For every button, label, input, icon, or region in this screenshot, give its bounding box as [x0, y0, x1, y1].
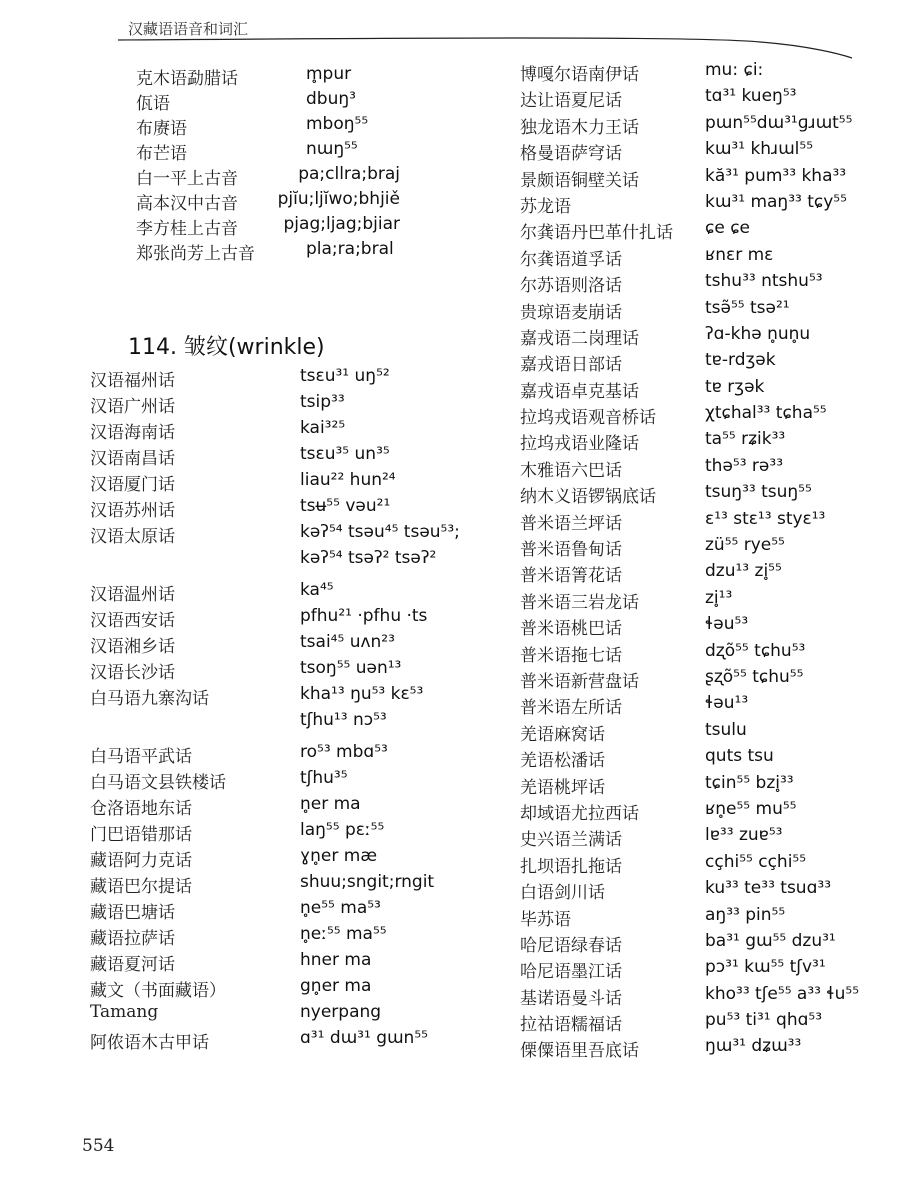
- entry-row: [520, 561, 890, 587]
- language-name: 汉语长沙话: [90, 663, 175, 683]
- language-name: 汉语海南话: [90, 423, 175, 443]
- language-name: 李方桂上古音: [136, 219, 238, 239]
- word-form: cçhi⁵⁵ cçhi⁵⁵: [705, 851, 807, 872]
- word-form: tsulu: [705, 719, 747, 740]
- language-name: 仓洛语地东话: [90, 799, 192, 819]
- word-form: kho³³ tʃe⁵⁵ a³³ ɬu⁵⁵: [705, 983, 860, 1004]
- word-form: pɔ³¹ kɯ⁵⁵ tʃv³¹: [705, 957, 826, 978]
- language-name: 郑张尚芳上古音: [136, 244, 255, 264]
- entry-row: [520, 456, 890, 482]
- word-form: kai³²⁵: [300, 418, 346, 438]
- language-name: 藏语阿力克话: [90, 851, 192, 871]
- entry-row: [90, 496, 490, 522]
- word-form: tʃhu³⁵: [300, 768, 348, 788]
- word-form: ka⁴⁵: [300, 580, 334, 600]
- language-name: 门巴语错那话: [90, 825, 192, 845]
- word-form: shuu;sngit;rngit: [300, 872, 435, 892]
- language-name: 高本汉中古音: [136, 194, 238, 214]
- word-form: ɬəu⁵³: [705, 614, 749, 635]
- running-header: 汉藏语语音和词汇: [128, 20, 249, 38]
- word-form: ʔɑ-khə n̥un̥u: [705, 323, 811, 344]
- word-form: zü⁵⁵ rye⁵⁵: [705, 535, 785, 556]
- word-form: tɐ-rdʒək: [705, 350, 776, 371]
- language-name: 普米语箐花话: [520, 566, 622, 587]
- language-name: 汉语苏州话: [90, 501, 175, 521]
- language-name: 佤语: [136, 94, 170, 114]
- entry-row: [520, 403, 890, 429]
- word-form: kəʔ⁵⁴ tsəʔ² tsəʔ²: [300, 548, 437, 568]
- entry-row: [90, 366, 490, 392]
- word-form: tɑ³¹ kueŋ⁵³: [705, 86, 797, 107]
- language-name: 独龙语木力王话: [520, 117, 639, 138]
- language-name: 白马语文县铁楼话: [90, 773, 226, 793]
- language-name: 汉语厦门话: [90, 475, 175, 495]
- entry-row: [520, 298, 890, 324]
- language-name: 克木语勐腊话: [136, 69, 238, 89]
- word-form: kha¹³ ŋu⁵³ kɛ⁵³: [300, 684, 424, 704]
- entry-row: [90, 548, 490, 574]
- entry-row: [520, 773, 890, 799]
- entry-row: [90, 1002, 490, 1028]
- entry-row: [90, 710, 490, 736]
- word-form: ta⁵⁵ rʑik³³: [705, 429, 786, 450]
- language-name: 白一平上古音: [136, 169, 238, 189]
- entry-row: [90, 418, 490, 444]
- language-name: 扎坝语扎拖话: [520, 856, 622, 877]
- entry-row: [520, 746, 890, 772]
- language-name: 嘉戎语卓克基话: [520, 381, 639, 402]
- word-form: tsɛu³⁵ un³⁵: [300, 444, 390, 464]
- language-name: 格曼语萨穹话: [520, 144, 622, 165]
- entry-row: [520, 377, 890, 403]
- language-name: 普米语鲁甸话: [520, 540, 622, 561]
- word-form: tsʉ⁵⁵ vəu²¹: [300, 496, 391, 516]
- entry-row: [520, 535, 890, 561]
- language-name: 嘉戎语二岗理话: [520, 328, 639, 349]
- language-name: 木雅语六巴话: [520, 460, 622, 481]
- language-name: 普米语三岩龙话: [520, 592, 639, 613]
- word-form: n̥eː⁵⁵ ma⁵⁵: [300, 924, 387, 944]
- word-form: aŋ³³ pin⁵⁵: [705, 904, 786, 925]
- entry-row: [520, 429, 890, 455]
- word-form: n̥e⁵⁵ ma⁵³: [300, 898, 381, 918]
- word-form: n̥er ma: [300, 794, 361, 814]
- language-name: 藏语巴塘话: [90, 903, 175, 923]
- entry-row: [520, 271, 890, 297]
- entry-row: [520, 720, 890, 746]
- language-name: 汉语福州话: [90, 371, 175, 391]
- word-form: tsip³³: [300, 392, 345, 412]
- entry-row: [520, 139, 890, 165]
- word-form: gn̥er ma: [300, 976, 372, 996]
- word-form: ʁn̥e⁵⁵ mu⁵⁵: [705, 798, 797, 819]
- language-name: 普米语兰坪话: [520, 513, 622, 534]
- entry-row: [90, 1028, 490, 1054]
- word-form: nɯŋ⁵⁵: [306, 139, 358, 159]
- word-form: laŋ⁵⁵ pɛː⁵⁵: [300, 820, 385, 840]
- word-form: pjag;ljag;bjiar: [283, 214, 400, 234]
- word-form: tɕin⁵⁵ bzi̥³³: [705, 772, 794, 793]
- word-form: tsə̃⁵⁵ tsə²¹: [705, 297, 790, 318]
- word-form: ɣn̥er mæ: [300, 846, 378, 866]
- language-name: 傈僳语里吾底话: [520, 1041, 639, 1062]
- entry-row: [90, 606, 490, 632]
- language-name: 羌语麻窝话: [520, 724, 605, 745]
- language-name: 普米语新营盘话: [520, 671, 639, 692]
- entry-row: [520, 192, 890, 218]
- word-form: χtɕhal³³ tɕha⁵⁵: [705, 403, 827, 424]
- top-entry-list: [100, 64, 400, 264]
- word-form: ɬəu¹³: [705, 693, 749, 714]
- entry-row: [520, 218, 890, 244]
- word-form: pɯn⁵⁵dɯ³¹ɡɹɯt⁵⁵: [705, 112, 853, 133]
- word-form: m̥pur: [306, 64, 352, 84]
- language-name: 博嘎尔语南伊话: [520, 65, 639, 85]
- language-name: 尔龚语道孚话: [520, 249, 622, 270]
- entry-row: [90, 444, 490, 470]
- word-form: tshu³³ ntshu⁵³: [705, 271, 823, 292]
- word-form: mboŋ⁵⁵: [306, 114, 369, 134]
- entry-row: [90, 976, 490, 1002]
- entry-row: [520, 825, 890, 851]
- entry-row: [100, 214, 400, 239]
- language-name: 却域语尤拉西话: [520, 803, 639, 824]
- entry-row: [100, 239, 400, 264]
- word-form: ʁnɛr mɛ: [705, 244, 774, 265]
- language-name: 尔苏语则洛话: [520, 276, 622, 297]
- entry-row: [520, 1036, 890, 1062]
- entry-row: [90, 820, 490, 846]
- page-number: 554: [82, 1136, 115, 1156]
- word-form: ɕe ɕe: [705, 218, 751, 239]
- entry-row: [520, 1010, 890, 1036]
- word-form: pa;cllra;braj: [298, 164, 400, 184]
- language-name: 普米语桃巴话: [520, 619, 622, 640]
- entry-row: [90, 658, 490, 684]
- left-entry-list: [90, 366, 490, 1054]
- language-name: 达让语夏尼话: [520, 91, 622, 112]
- language-name: 拉坞戎语业隆话: [520, 434, 639, 455]
- entry-row: [90, 632, 490, 658]
- entry-row: [520, 799, 890, 825]
- entry-row: [520, 509, 890, 535]
- word-form: tsai⁴⁵ uʌn²³: [300, 632, 395, 652]
- word-form: dʐõ⁵⁵ tɕhu⁵³: [705, 640, 806, 661]
- word-form: pfhu²¹ ·pfhu ·ts: [300, 606, 428, 626]
- entry-row: [520, 482, 890, 508]
- word-form: pu⁵³ ti³¹ qhɑ⁵³: [705, 1010, 823, 1031]
- language-name: 拉坞戎语观音桥话: [520, 408, 656, 429]
- language-name: Tamang: [90, 1002, 159, 1022]
- entry-row: [90, 684, 490, 710]
- entry-row: [90, 950, 490, 976]
- entry-row: [100, 114, 400, 139]
- language-name: 藏语巴尔提话: [90, 877, 192, 897]
- word-form: kɯ³¹ khɹɯl⁵⁵: [705, 139, 814, 160]
- entry-row: [520, 878, 890, 904]
- language-name: 毕苏语: [520, 909, 571, 930]
- language-name: 汉语湘乡话: [90, 637, 175, 657]
- entry-row: [90, 522, 490, 548]
- language-name: 普米语拖七话: [520, 645, 622, 666]
- entry-row: [520, 166, 890, 192]
- entry-row: [100, 139, 400, 164]
- word-form: quts tsu: [705, 746, 774, 767]
- language-name: 史兴语兰满话: [520, 830, 622, 851]
- entry-row: [520, 588, 890, 614]
- word-form: ba³¹ gɯ⁵⁵ dzu³¹: [705, 930, 836, 951]
- entry-row: [520, 905, 890, 931]
- entry-row: [520, 852, 890, 878]
- language-name: 嘉戎语日部话: [520, 355, 622, 376]
- entry-row: [520, 931, 890, 957]
- language-name: 哈尼语墨江话: [520, 962, 622, 983]
- language-name: 汉语南昌话: [90, 449, 175, 469]
- entry-row: [520, 350, 890, 376]
- word-form: pjĭu;ljĭwo;bhjiě: [277, 189, 400, 209]
- language-name: 藏语夏河话: [90, 955, 175, 975]
- language-name: 汉语太原话: [90, 527, 175, 547]
- entry-row: [100, 89, 400, 114]
- word-form: ŋɯ³¹ dʑɯ³³: [705, 1036, 802, 1057]
- entry-row: [90, 470, 490, 496]
- word-form: nyerpang: [300, 1002, 382, 1022]
- language-name: 哈尼语绿春话: [520, 935, 622, 956]
- entry-row: [520, 693, 890, 719]
- word-form: tsɛu³¹ uŋ⁵²: [300, 366, 390, 386]
- entry-row: [520, 113, 890, 139]
- language-name: 汉语广州话: [90, 397, 175, 417]
- word-form: ku³³ te³³ tsuɑ³³: [705, 878, 832, 899]
- entry-row: [520, 324, 890, 350]
- language-name: 汉语西安话: [90, 611, 175, 631]
- word-form: ɛ¹³ stɛ¹³ styɛ¹³: [705, 508, 826, 529]
- word-form: tʃhu¹³ nɔ⁵³: [300, 710, 387, 730]
- entry-row: [520, 667, 890, 693]
- language-name: 贵琼语麦崩话: [520, 302, 622, 323]
- entry-row: [100, 64, 400, 89]
- entry-row: [90, 898, 490, 924]
- entry-row: [520, 60, 890, 86]
- entry-row: [90, 846, 490, 872]
- word-form: ro⁵³ mbɑ⁵³: [300, 742, 388, 762]
- language-name: 尔龚语丹巴革什扎话: [520, 223, 673, 244]
- language-name: 苏龙语: [520, 196, 571, 217]
- word-form: dzu¹³ zi̥⁵⁵: [705, 561, 782, 582]
- entry-row: [520, 86, 890, 112]
- language-name: 白马语九寨沟话: [90, 689, 209, 709]
- word-form: tsoŋ⁵⁵ uən¹³: [300, 658, 402, 678]
- entry-row: [90, 794, 490, 820]
- language-name: 纳木义语锣锅底话: [520, 487, 656, 508]
- language-name: 羌语桃坪话: [520, 777, 605, 798]
- entry-row: [100, 189, 400, 214]
- entry-row: [520, 641, 890, 667]
- word-form: lɐ³³ zuɐ⁵³: [705, 825, 783, 846]
- entry-row: [520, 245, 890, 271]
- language-name: 藏语拉萨话: [90, 929, 175, 949]
- word-form: zi̥¹³: [705, 587, 733, 608]
- word-form: mu: ɕi:: [705, 60, 764, 80]
- word-form: kɯ³¹ maŋ³³ tɕy⁵⁵: [705, 191, 847, 212]
- word-form: liau²² hun²⁴: [300, 470, 396, 490]
- language-name: 白语剑川话: [520, 883, 605, 904]
- language-name: 景颇语铜壁关话: [520, 170, 639, 191]
- section-title: 114. 皱纹(wrinkle): [128, 335, 325, 360]
- entry-row: [520, 614, 890, 640]
- entry-row: [90, 580, 490, 606]
- right-entry-list: [520, 60, 890, 1063]
- entry-row: [90, 392, 490, 418]
- language-name: 拉祜语糯福话: [520, 1015, 622, 1036]
- entry-row: [100, 164, 400, 189]
- entry-row: [520, 984, 890, 1010]
- language-name: 藏文（书面藏语）: [90, 981, 226, 1001]
- entry-row: [90, 872, 490, 898]
- entry-row: [90, 742, 490, 768]
- language-name: 羌语松潘话: [520, 751, 605, 772]
- word-form: hner ma: [300, 950, 372, 970]
- language-name: 布芒语: [136, 144, 187, 164]
- word-form: kəʔ⁵⁴ tsəu⁴⁵ tsəu⁵³;: [300, 522, 460, 542]
- language-name: 普米语左所话: [520, 698, 622, 719]
- word-form: tsuŋ³³ tsuŋ⁵⁵: [705, 482, 812, 503]
- entry-row: [90, 768, 490, 794]
- word-form: ɑ³¹ dɯ³¹ gɯn⁵⁵: [300, 1028, 428, 1048]
- word-form: pla;ra;bral: [306, 239, 394, 259]
- word-form: tɐ rʒək: [705, 376, 765, 397]
- language-name: 阿侬语木古甲话: [90, 1033, 209, 1053]
- entry-row: [520, 957, 890, 983]
- language-name: 汉语温州话: [90, 585, 175, 605]
- language-name: 白马语平武话: [90, 747, 192, 767]
- word-form: dbuŋ³: [306, 89, 356, 109]
- entry-row: [90, 924, 490, 950]
- word-form: kă³¹ pum³³ kha³³: [705, 165, 847, 186]
- word-form: thə⁵³ rə³³: [705, 455, 784, 476]
- language-name: 基诺语曼斗话: [520, 988, 622, 1009]
- language-name: 布赓语: [136, 119, 187, 139]
- word-form: ʂʐõ⁵⁵ tɕhu⁵⁵: [705, 666, 804, 687]
